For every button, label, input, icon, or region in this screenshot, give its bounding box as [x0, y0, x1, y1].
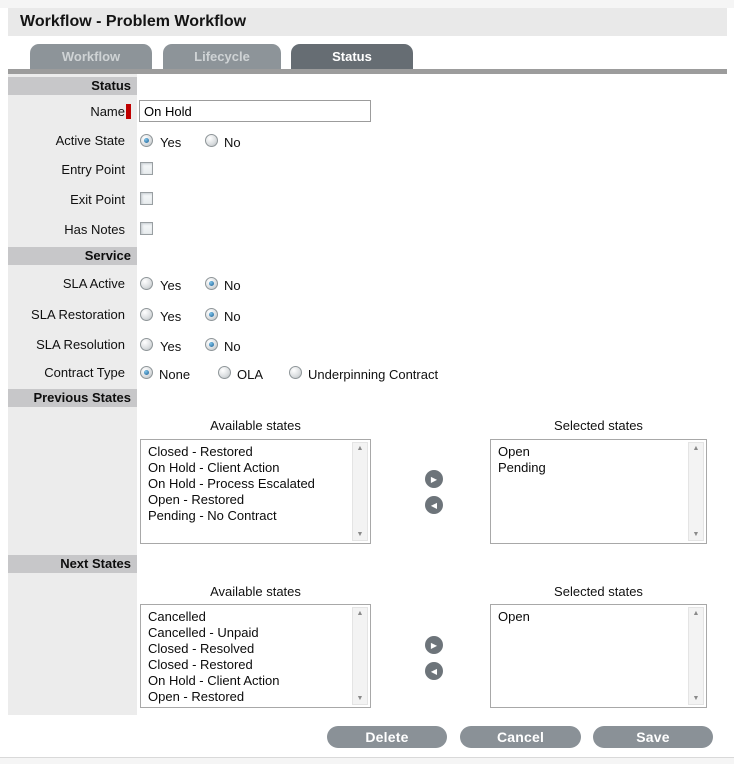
active-state-no-label: No: [224, 135, 241, 150]
list-item[interactable]: Pending: [498, 460, 546, 475]
sla-active-yes-label: Yes: [160, 278, 182, 293]
scrollbar[interactable]: [688, 607, 704, 705]
name-input[interactable]: [139, 100, 371, 122]
previous-move-left-button[interactable]: [425, 496, 443, 514]
contract-type-none-radio[interactable]: [140, 366, 153, 379]
list-item[interactable]: Pending - No Contract: [148, 508, 277, 523]
sla-active-no-label: No: [224, 278, 241, 293]
scrollbar[interactable]: [688, 442, 704, 541]
sla-restoration-yes-label: Yes: [160, 309, 182, 324]
active-state-label: Active State: [55, 133, 125, 148]
cancel-button[interactable]: Cancel: [460, 726, 581, 748]
scroll-down-icon[interactable]: ▼: [356, 531, 364, 538]
list-item[interactable]: Cancelled: [148, 609, 206, 624]
has-notes-label: Has Notes: [64, 222, 125, 237]
list-item[interactable]: Cancelled - Unpaid: [148, 625, 259, 640]
previous-selected-items: [492, 444, 686, 541]
sla-resolution-no-label: No: [224, 339, 241, 354]
sla-restoration-no-radio[interactable]: [205, 308, 218, 321]
previous-selected-listbox[interactable]: [490, 439, 707, 544]
next-move-left-button[interactable]: [425, 662, 443, 680]
list-item[interactable]: Open: [498, 609, 530, 624]
contract-type-label: Contract Type: [44, 365, 125, 380]
page-top-margin: [0, 0, 734, 8]
entry-point-label: Entry Point: [61, 162, 125, 177]
sla-resolution-yes-label: Yes: [160, 339, 182, 354]
required-marker-icon: [126, 104, 131, 119]
previous-selected-label: Selected states: [554, 418, 643, 433]
list-item[interactable]: Closed - Resolved: [148, 641, 255, 656]
contract-type-underpinning-label: Underpinning Contract: [308, 367, 439, 382]
next-move-right-button[interactable]: [425, 636, 443, 654]
active-state-no-radio[interactable]: [205, 134, 218, 147]
next-available-listbox[interactable]: [140, 604, 371, 708]
previous-available-listbox[interactable]: [140, 439, 371, 544]
list-item[interactable]: Open: [498, 444, 530, 459]
sla-restoration-yes-radio[interactable]: [140, 308, 153, 321]
tab-lifecycle[interactable]: Lifecycle: [163, 44, 281, 69]
sla-active-no-radio[interactable]: [205, 277, 218, 290]
scroll-down-icon[interactable]: ▼: [692, 695, 700, 702]
scrollbar[interactable]: [352, 607, 368, 705]
sla-resolution-yes-radio[interactable]: [140, 338, 153, 351]
section-header-service: Service: [8, 247, 137, 265]
list-item[interactable]: On Hold - Client Action: [148, 460, 280, 475]
sla-resolution-no-radio[interactable]: [205, 338, 218, 351]
active-state-yes-label: Yes: [160, 135, 182, 150]
exit-point-checkbox[interactable]: [140, 192, 153, 205]
section-header-previous-states: Previous States: [8, 389, 137, 407]
section-header-next-states: Next States: [8, 555, 137, 573]
sla-resolution-label: SLA Resolution: [36, 337, 125, 352]
previous-move-right-button[interactable]: [425, 470, 443, 488]
tab-status[interactable]: Status: [291, 44, 413, 69]
page-title: Workflow - Problem Workflow: [20, 13, 247, 30]
list-item[interactable]: On Hold - Client Action: [148, 673, 280, 688]
next-selected-items: [492, 609, 686, 705]
sla-restoration-label: SLA Restoration: [31, 307, 125, 322]
previous-available-items: [142, 444, 350, 541]
sla-active-yes-radio[interactable]: [140, 277, 153, 290]
contract-type-none-label: None: [159, 367, 191, 382]
next-available-items: [142, 609, 350, 705]
scroll-up-icon[interactable]: ▲: [356, 445, 364, 452]
contract-type-ola-label: OLA: [237, 367, 264, 382]
next-selected-listbox[interactable]: [490, 604, 707, 708]
arrow-right-icon: ▶: [430, 474, 438, 484]
delete-button[interactable]: Delete: [327, 726, 447, 748]
sla-active-label: SLA Active: [62, 276, 125, 291]
list-item[interactable]: Open - Restored: [148, 689, 245, 704]
scrollbar[interactable]: [352, 442, 368, 541]
scroll-down-icon[interactable]: ▼: [356, 695, 364, 702]
arrow-left-icon: ◀: [430, 666, 438, 676]
entry-point-checkbox[interactable]: [140, 162, 153, 175]
previous-available-label: Available states: [210, 418, 301, 433]
arrow-left-icon: ◀: [430, 500, 438, 510]
sla-restoration-no-label: No: [224, 309, 241, 324]
window-titlebar: [8, 8, 727, 36]
save-button[interactable]: Save: [593, 726, 713, 748]
scroll-down-icon[interactable]: ▼: [692, 531, 700, 538]
tab-workflow[interactable]: Workflow: [30, 44, 152, 69]
next-selected-label: Selected states: [554, 584, 643, 599]
contract-type-ola-radio[interactable]: [218, 366, 231, 379]
next-available-label: Available states: [210, 584, 301, 599]
scroll-up-icon[interactable]: ▲: [356, 610, 364, 617]
name-label: Name: [90, 104, 125, 119]
scroll-up-icon[interactable]: ▲: [692, 610, 700, 617]
contract-type-underpinning-radio[interactable]: [289, 366, 302, 379]
scroll-up-icon[interactable]: ▲: [692, 445, 700, 452]
list-item[interactable]: On Hold - Process Escalated: [148, 476, 315, 491]
arrow-right-icon: ▶: [430, 640, 438, 650]
section-header-status: Status: [8, 77, 137, 95]
list-item[interactable]: Closed - Restored: [148, 657, 253, 672]
has-notes-checkbox[interactable]: [140, 222, 153, 235]
exit-point-label: Exit Point: [70, 192, 125, 207]
active-state-yes-radio[interactable]: [140, 134, 153, 147]
list-item[interactable]: Open - Restored: [148, 492, 245, 507]
list-item[interactable]: Closed - Restored: [148, 444, 253, 459]
page-bottom-margin: [0, 758, 734, 764]
